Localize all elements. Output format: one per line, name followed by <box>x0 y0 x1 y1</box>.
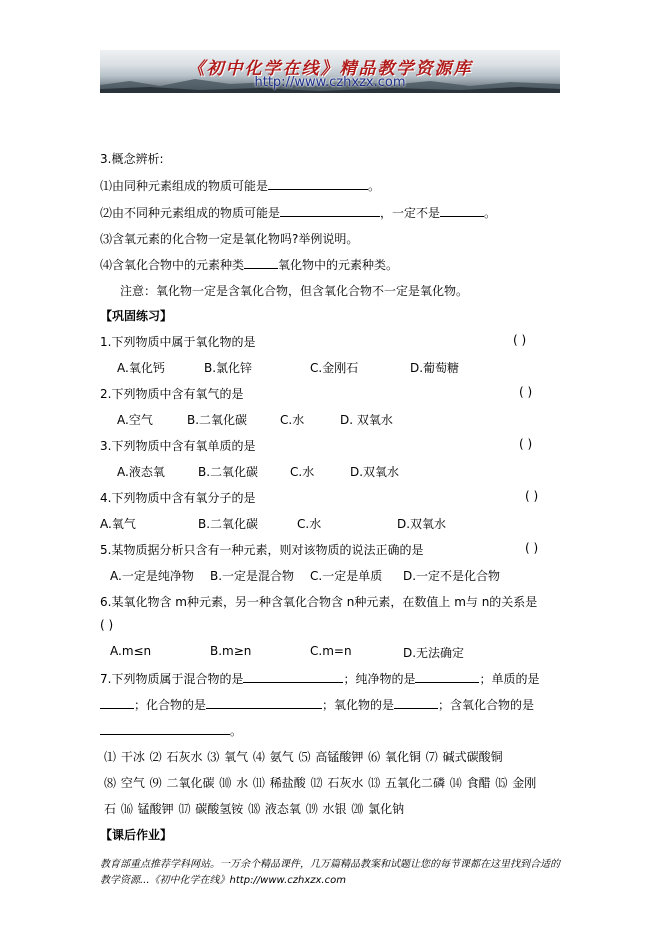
option-d[interactable]: D.葡萄糖 <box>410 361 460 375</box>
question-text: ⑷含氧化合物中的元素种类 <box>100 258 245 272</box>
note-text: 注意：氧化物一定是含氧化合物，但含氧化合物不一定是氧化物。 <box>120 284 469 298</box>
practice-question-1: 1.下列物质中属于氧化物的是 <box>100 335 256 349</box>
option-c[interactable]: C.水 <box>280 413 305 427</box>
option-a[interactable]: A.m≤n <box>110 644 152 658</box>
practice-question-7-end <box>100 722 242 739</box>
option-c[interactable]: C.水 <box>290 465 315 479</box>
question-text: ⑵由不同种元素组成的物质可能是 <box>100 206 281 220</box>
option-b[interactable]: B.一定是混合物 <box>210 569 295 583</box>
answer-paren[interactable]: ( ) <box>519 437 533 451</box>
homework-heading: 【课后作业】 <box>100 828 173 842</box>
answer-paren[interactable]: ( ) <box>100 618 114 632</box>
option-b[interactable]: B.氯化锌 <box>204 361 253 375</box>
option-a[interactable]: A.氧气 <box>100 517 136 531</box>
header-banner <box>100 50 560 93</box>
option-c[interactable]: C.水 <box>297 517 322 531</box>
practice-heading: 【巩固练习】 <box>100 309 173 323</box>
option-a[interactable]: A.一定是纯净物 <box>110 569 194 583</box>
answer-blank[interactable] <box>280 205 380 217</box>
answer-blank[interactable] <box>440 205 484 217</box>
option-a[interactable]: A.氧化钙 <box>117 361 165 375</box>
option-c[interactable]: C.金刚石 <box>310 361 359 375</box>
option-b[interactable]: B.二氧化碳 <box>198 517 259 531</box>
question-text: ，一定不是 <box>380 206 441 220</box>
banner-url[interactable]: http://www.czhxzx.com <box>254 75 406 90</box>
banner-title: 《初中化学在线》精品教学资源库 <box>187 59 473 79</box>
question-text: 。 <box>230 724 243 738</box>
option-c[interactable]: C.一定是单质 <box>310 569 383 583</box>
option-d[interactable]: D.一定不是化合物 <box>403 569 501 583</box>
question-text: ；纯净物的是 <box>343 672 416 686</box>
question-text: ；氧化物的是 <box>322 698 395 712</box>
question-2 <box>100 204 496 221</box>
practice-question-7 <box>100 670 539 687</box>
question-4 <box>100 256 398 273</box>
answer-blank[interactable] <box>415 671 479 683</box>
footer-line-2[interactable]: 教学资源...《初中化学在线》http://www.czhxzx.com <box>100 875 346 886</box>
substance-list-line-2: ⑻ 空气 ⑼ 二氧化碳 ⑽ 水 ⑾ 稀盐酸 ⑿ 石灰水 ⒀ 五氧化二磷 ⒁ 食醋 ⒂ 金刚 <box>104 776 537 790</box>
footer-line-1: 教育部重点推荐学科网站。一万余个精品课件，几万篇精品教案和试题让您的每节课都在这里找到合适的 <box>100 859 560 870</box>
question-1 <box>100 177 380 194</box>
option-a[interactable]: A.空气 <box>117 413 153 427</box>
practice-question-4: 4.下列物质中含有氧分子的是 <box>100 491 256 505</box>
option-d[interactable]: D.双氧水 <box>397 517 447 531</box>
practice-question-7-cont <box>100 696 534 713</box>
answer-blank[interactable] <box>100 697 134 709</box>
practice-question-3: 3.下列物质中含有氧单质的是 <box>100 439 256 453</box>
option-d[interactable]: D.双氧水 <box>350 465 400 479</box>
option-b[interactable]: B.二氧化碳 <box>198 465 259 479</box>
section-heading: 3.概念辨析: <box>100 152 164 166</box>
answer-paren[interactable]: ( ) <box>513 333 527 347</box>
question-text: ⑴由同种元素组成的物质可能是 <box>100 179 269 193</box>
practice-question-5: 5.某物质据分析只含有一种元素，则对该物质的说法正确的是 <box>100 543 424 557</box>
substance-list-line-3: 石 ⒃ 锰酸钾 ⒄ 碳酸氢铵 ⒅ 液态氧 ⒆ 水银 ⒇ 氯化钠 <box>104 802 405 816</box>
answer-blank[interactable] <box>268 178 368 190</box>
option-a[interactable]: A.液态氧 <box>117 465 165 479</box>
substance-list-line-1: ⑴ 干冰 ⑵ 石灰水 ⑶ 氧气 ⑷ 氨气 ⑸ 高锰酸钾 ⑹ 氧化铜 ⑺ 碱式碳酸铜 <box>104 750 503 764</box>
answer-paren[interactable]: ( ) <box>525 541 539 555</box>
answer-blank[interactable] <box>244 257 278 269</box>
answer-blank[interactable] <box>100 723 230 735</box>
question-text: 。 <box>484 206 497 220</box>
practice-question-2: 2.下列物质中含有氧气的是 <box>100 387 244 401</box>
question-text: 。 <box>368 179 381 193</box>
option-d[interactable]: D.无法确定 <box>403 646 465 660</box>
practice-question-6: 6.某氧化物含 m种元素，另一种含氧化合物含 n种元素，在数值上 m与 n的关系是 <box>100 595 538 609</box>
answer-paren[interactable]: ( ) <box>525 489 539 503</box>
answer-blank[interactable] <box>243 671 343 683</box>
option-b[interactable]: B.二氧化碳 <box>187 413 248 427</box>
answer-blank[interactable] <box>206 697 322 709</box>
question-text: ；化合物的是 <box>134 698 207 712</box>
question-text: 氧化物中的元素种类。 <box>278 258 399 272</box>
question-3: ⑶含氧元素的化合物一定是氧化物吗?举例说明。 <box>100 232 359 246</box>
answer-blank[interactable] <box>394 697 438 709</box>
question-text: ；含氧化合物的是 <box>438 698 535 712</box>
question-text: ；单质的是 <box>479 672 540 686</box>
question-text: 7.下列物质属于混合物的是 <box>100 672 244 686</box>
option-d[interactable]: D. 双氧水 <box>340 413 393 427</box>
option-c[interactable]: C.m=n <box>310 644 352 658</box>
answer-paren[interactable]: ( ) <box>519 385 533 399</box>
option-b[interactable]: B.m≥n <box>210 644 252 658</box>
